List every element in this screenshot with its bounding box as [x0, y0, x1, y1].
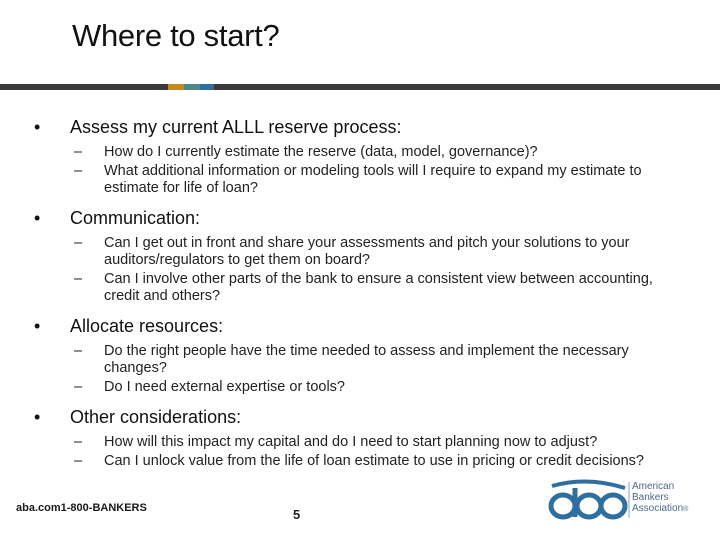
logo-line-association-text: Association: [632, 503, 684, 514]
bullet-item: [30, 406, 700, 428]
sub-item: [30, 434, 700, 451]
bullet-marker: •: [34, 316, 41, 336]
bullet-marker: •: [34, 117, 41, 137]
aba-logo-wordmark: [632, 481, 688, 515]
sub-text: Can I unlock value from the life of loan estimate to use in pricing or credit decisions?: [104, 453, 644, 469]
sub-marker: –: [74, 379, 83, 395]
sub-list: [30, 235, 700, 305]
sub-text: Do I need external expertise or tools?: [104, 379, 345, 395]
logo-line-association: [632, 503, 688, 515]
bullet-text: Allocate resources:: [70, 316, 224, 336]
header-rule-teal: [184, 84, 200, 90]
footer-contact: [16, 502, 147, 514]
sub-text: How do I currently estimate the reserve (data, model, governance)?: [104, 144, 538, 160]
bullet-group-4: [30, 406, 700, 470]
sub-item: [30, 453, 700, 470]
bullet-item: [30, 315, 700, 337]
bullet-marker: •: [34, 407, 41, 427]
logo-line-bankers: Bankers: [632, 492, 669, 503]
sub-list: [30, 343, 700, 396]
slide-title: Where to start?: [72, 18, 280, 53]
sub-item: [30, 144, 700, 161]
sub-text: What additional information or modeling tools will I require to expand my estimate to estimate for life of loan?: [104, 163, 642, 196]
sub-list: [30, 144, 700, 197]
header-rule-blue: [200, 84, 214, 90]
page-number: 5: [293, 507, 301, 522]
sub-item: [30, 235, 700, 269]
footer-site-link[interactable]: aba.com: [16, 502, 61, 514]
bullet-marker: •: [34, 208, 41, 228]
sub-marker: –: [74, 453, 83, 469]
sub-text: Can I get out in front and share your assessments and pitch your solutions to your auditors/regulators to get them on board?: [104, 235, 630, 268]
header-rule-gold: [168, 84, 184, 90]
sub-text: Do the right people have the time needed to assess and implement the necessary changes?: [104, 343, 629, 376]
sub-list: [30, 434, 700, 470]
bullet-group-3: [30, 315, 700, 396]
bullet-text: Communication:: [70, 208, 201, 228]
sub-item: [30, 271, 700, 305]
bullet-text: Other considerations:: [70, 407, 242, 427]
sub-marker: –: [74, 144, 83, 160]
logo-registered-mark: ®: [683, 506, 689, 513]
bullet-group-1: [30, 116, 700, 197]
sub-marker: –: [74, 163, 83, 179]
bullet-item: [30, 207, 700, 229]
sub-text: How will this impact my capital and do I need to start planning now to adjust?: [104, 434, 598, 450]
sub-marker: –: [74, 343, 83, 359]
sub-marker: –: [74, 235, 83, 251]
sub-item: [30, 163, 700, 197]
footer-phone: 1-800-BANKERS: [60, 502, 147, 514]
header-rule-dark-left: [0, 84, 168, 90]
sub-text: Can I involve other parts of the bank to ensure a consistent view between accounting, credit and others?: [104, 271, 653, 304]
bullet-item: [30, 116, 700, 138]
header-rule-dark-right: [214, 84, 720, 90]
bullet-group-2: [30, 207, 700, 305]
sub-marker: –: [74, 434, 83, 450]
bullet-text: Assess my current ALLL reserve process:: [70, 117, 402, 137]
sub-item: [30, 379, 700, 396]
logo-line-american: American: [632, 481, 675, 492]
sub-marker: –: [74, 271, 83, 287]
header-rule: [0, 84, 720, 90]
bullet-list: [30, 116, 700, 480]
sub-item: [30, 343, 700, 377]
